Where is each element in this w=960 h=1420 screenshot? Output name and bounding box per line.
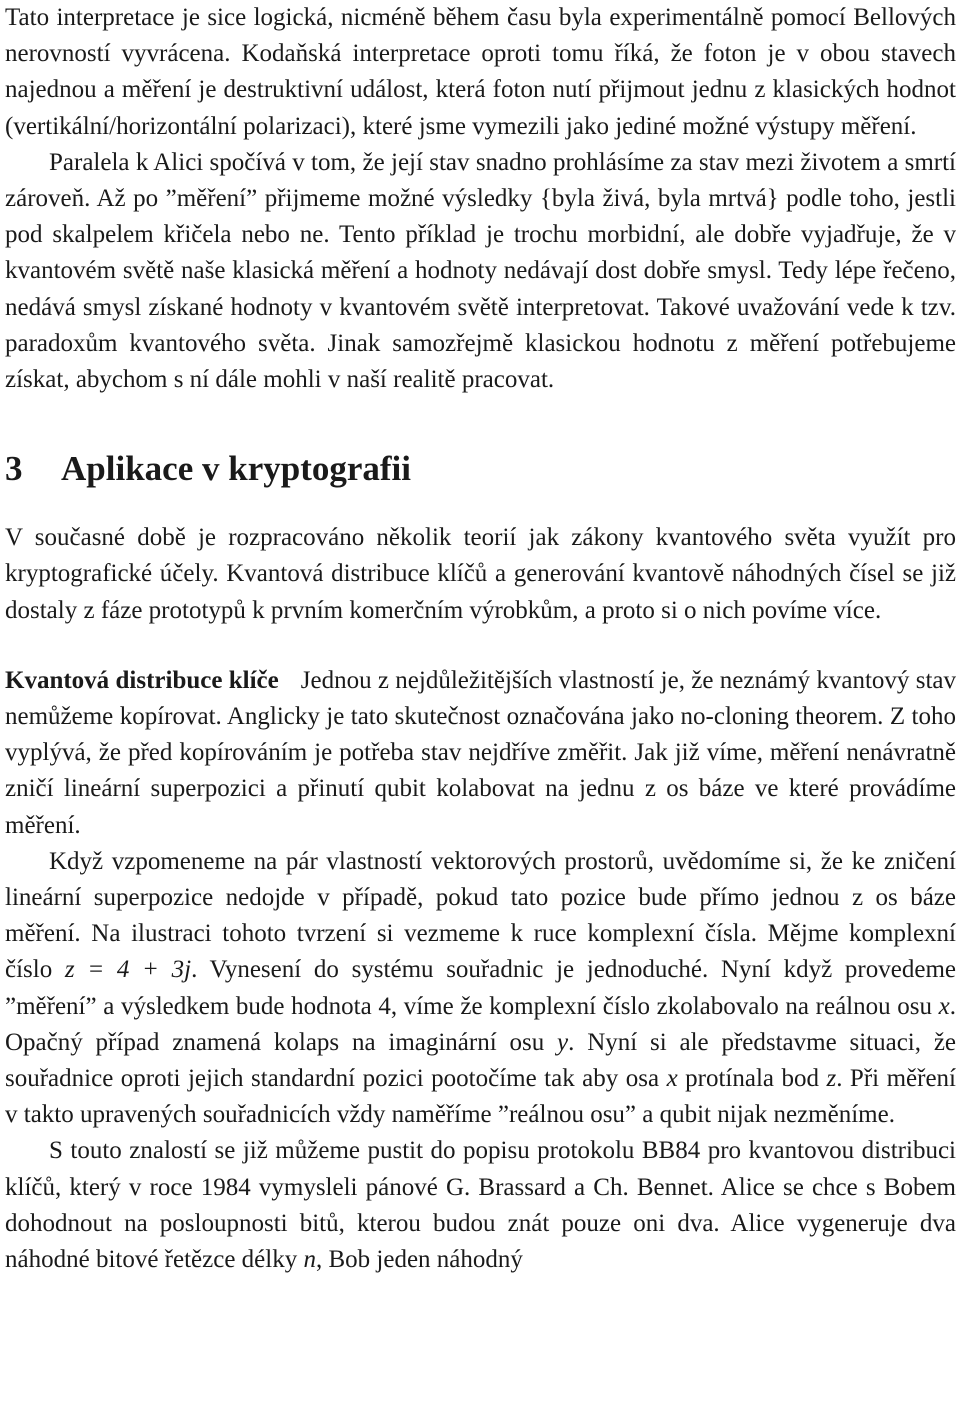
math-symbol: x: [938, 992, 950, 1020]
section-heading: [5, 448, 956, 506]
text-run: Když vzpomeneme na pár vlastností vektorových prostorů, uvědomíme si, že ke zničení lineární superpozice nedojde v případě, pokud tato pozice bude přímo jednou z os báze měření. Na ilustraci tohoto tvrzení si vezmeme k ruce komplexní čísla. Mějme komplexní číslo: [5, 847, 956, 984]
math-symbol: y: [557, 1028, 569, 1056]
text-run: S touto znalostí se již můžeme pustit do popisu protokolu BB84 pro kvantovou distribuci klíčů, který v roce 1984 vymysleli pánové G. Brassard a Ch. Bennet. Alice se chce s Bobem dohodnout na posloupnosti bitů, kterou budou znát pouze oni dva. Alice vygeneruje dva náhodné bitové řetězce délky: [5, 1137, 956, 1274]
math-symbol: z: [826, 1065, 837, 1093]
text-run: . Vynesení do systému souřadnic je jednoduché. Nyní když provedeme ”měření” a výsledkem bude hodnota 4, víme že komplexní číslo zkolabovalo na reálnou osu: [5, 956, 956, 1020]
math-symbol: x: [666, 1065, 678, 1093]
paragraph-interpretation: Tato interpretace je sice logická, nicméně během času byla experimentálně pomocí Bellových nerovností vyvrácena. Kodaňská interpretace oproti tomu říká, že foton je v obou stavech najednou a měření je destruktivní událost, která foton nutí přijmout jednu z klasických hodnot (vertikální/horizontální polarizaci), které jsme vymezili jako jediné možné výstupy měření.: [5, 4, 956, 140]
text-run: . Nyní si ale představme situaci, že souřadnice oproti jejich standardní pozici pootočíme tak aby osa: [5, 1028, 957, 1093]
text-run: , Bob jeden náhodný: [315, 1246, 523, 1274]
text-run: . Při měření v takto upravených souřadnicích vždy naměříme ”reálnou osu” a qubit nijak nezměníme.: [5, 1065, 956, 1129]
section-title: Aplikace v kryptografii: [61, 449, 411, 489]
run-in-heading: Kvantová distribuce klíče: [5, 666, 279, 694]
math-expression: z = 4 + 3j: [64, 956, 192, 984]
text-run: protínala bod: [677, 1065, 827, 1093]
document-page: [5, 0, 956, 1278]
paragraph-vector-spaces: [5, 844, 956, 1134]
section-number: 3: [5, 449, 23, 489]
math-symbol: n: [303, 1246, 316, 1274]
paragraph-key-distribution: [5, 663, 956, 844]
paragraph-bb84: [5, 1133, 956, 1278]
text-run: . Opačný případ znamená kolaps na imaginární osu: [5, 992, 956, 1056]
key-distribution-text: Jednou z nejdůležitějších vlastností je, že neznámý kvantový stav nemůžeme kopírovat. Anglicky je tato skutečnost označována jako no-cloning theorem. Z toho vyplývá, že před kopírováním je potřeba stav nejdříve změřit. Jak již víme, měření nenávratně zničí lineární superpozici a přinutí qubit kolabovat na jednu z os báze ve které provádíme měření.: [5, 666, 956, 839]
paragraph-alice-parallel: Paralela k Alici spočívá v tom, že její stav snadno prohlásíme za stav mezi životem a smrtí zároveň. Až po ”měření” přijmeme možné výsledky {byla živá, byla mrtvá} podle toho, jestli pod skalpelem křičela nebo ne. Tento příklad je trochu morbidní, ale dobře vyjadřuje, že v kvantovém světě naše klasická měření a hodnoty nedávají dost dobře smysl. Tedy lépe řečeno, nedává smysl získané hodnoty v kvantovém světě interpretovat. Takové uvažování vede k tzv. paradoxům kvantového světa. Jinak samozřejmě klasickou hodnotu z měření potřebujeme získat, abychom s ní dále mohli v naší realitě pracovat.: [5, 148, 956, 394]
paragraph-intro-cryptography: V současné době je rozpracováno několik teorií jak zákony kvantového světa využít pro kryptografické účely. Kvantová distribuce klíčů a generování kvantově náhodných čísel se již dostaly z fáze prototypů k prvním komerčním výrobkům, a proto si o nich povíme více.: [5, 524, 956, 624]
